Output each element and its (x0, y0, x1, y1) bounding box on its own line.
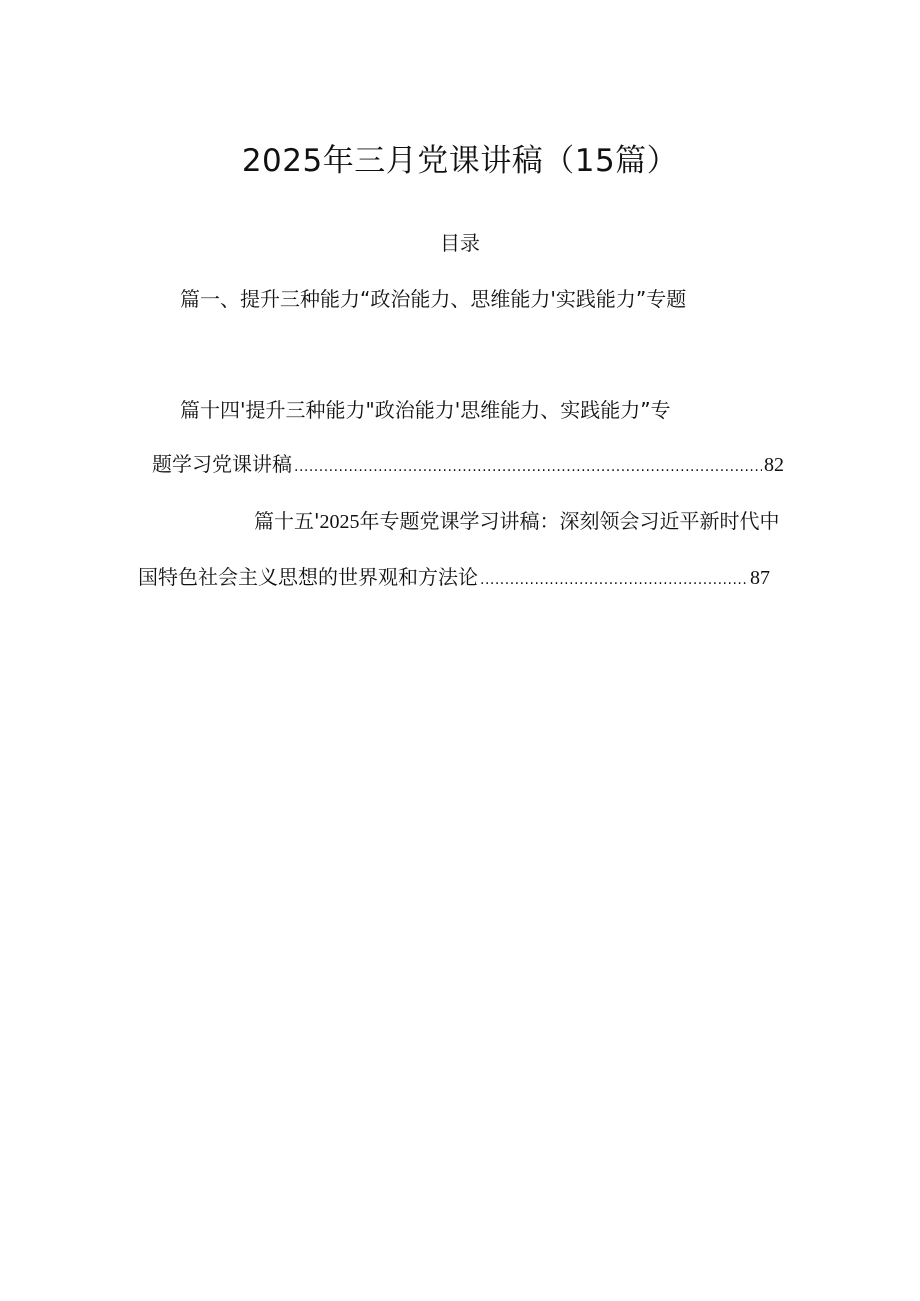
dot-leader (480, 566, 748, 594)
toc-entry-15-line-1[interactable] (254, 507, 780, 536)
toc-entry-1-text: 篇一、提升三种能力“政治能力、思维能力'实践能力”专题 (180, 287, 687, 311)
toc-entry-14-line-1[interactable] (180, 396, 671, 424)
toc-entry-1[interactable] (180, 285, 686, 313)
toc-entry-14-text-cont: 题学习党课讲稿 (152, 452, 292, 476)
toc-entry-15-text-cont: 国特色社会主义思想的世界观和方法论 (138, 565, 478, 589)
toc-entry-14-text: 篇十四'提升三种能力"政治能力'思维能力、实践能力”专 (180, 398, 671, 422)
toc-entry-15-line-2[interactable] (138, 563, 770, 594)
document-title: 2025年三月党课讲稿（15篇） (241, 143, 679, 179)
toc-entry-15-text: 年专题党课学习讲稿：深刻领会习近平新时代中 (359, 509, 780, 533)
toc-entry-15-year: 2025 (319, 511, 360, 533)
toc-entry-15-prefix: 篇十五' (254, 509, 320, 533)
toc-entry-14-line-2[interactable] (152, 450, 784, 481)
dot-leader (294, 453, 762, 481)
toc-page-number: 82 (764, 454, 784, 476)
toc-heading: 目录 (440, 231, 480, 255)
toc-page-number: 87 (750, 567, 770, 589)
